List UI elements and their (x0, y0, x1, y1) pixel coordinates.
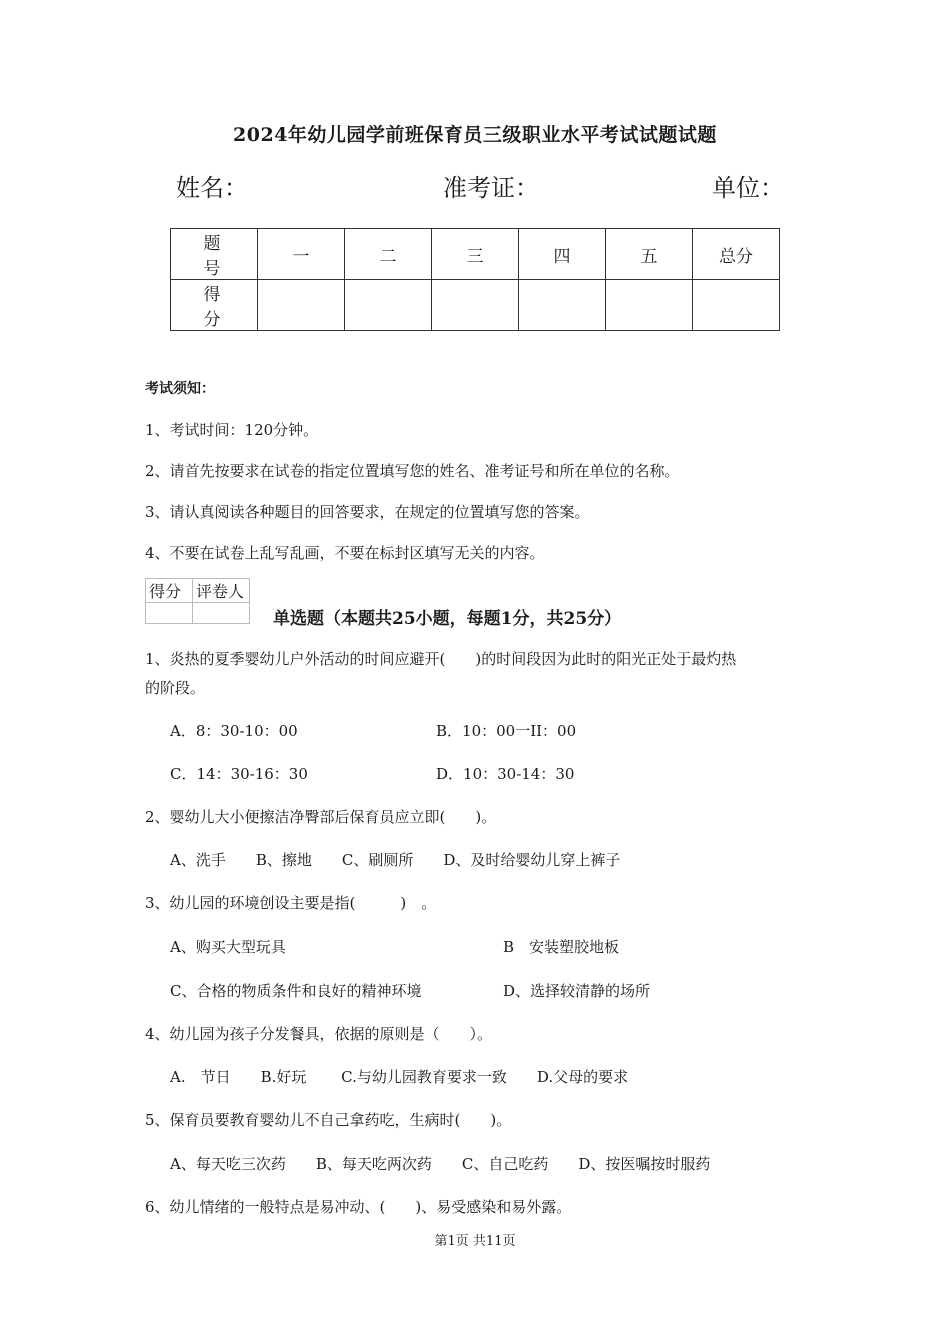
score-cell (258, 280, 345, 331)
question-5-options: A、每天吃三次药 B、每天吃两次药 C、自己吃药 D、按医嘱按时服药 (170, 1155, 711, 1173)
notice-item: 1、考试时间：120分钟。 (145, 421, 319, 439)
question-1-line-1: 1、炎热的夏季婴幼儿户外活动的时间应避开( )的时间段因为此时的阳光正处于最灼热 (145, 650, 737, 668)
question-2-options: A、洗手 B、擦地 C、刷厕所 D、及时给婴幼儿穿上裤子 (170, 851, 621, 869)
question-3-option-b: B 安装塑胶地板 (503, 938, 620, 956)
score-table-header-cell: 三 (432, 229, 519, 280)
question-1-option-b: B．10：00一II：00 (436, 722, 577, 740)
score-table-header-cell: 四 (519, 229, 606, 280)
score-table-header-cell: 一 (258, 229, 345, 280)
question-3-option-d: D、选择较清静的场所 (503, 982, 651, 1000)
question-3-option-c: C、合格的物质条件和良好的精神环境 (170, 982, 422, 1000)
score-table-score-row (171, 280, 780, 331)
score-cell (432, 280, 519, 331)
question-5: 5、保育员要教育婴幼儿不自己拿药吃，生病时( )。 (145, 1111, 512, 1129)
unit-label: 单位： (712, 174, 784, 202)
question-1-line-2: 的阶段。 (145, 679, 206, 697)
score-table-header-row (171, 229, 780, 280)
score-table-header-cell: 总分 (693, 229, 780, 280)
notice-item: 4、不要在试卷上乱写乱画，不要在标封区填写无关的内容。 (145, 544, 545, 562)
question-4: 4、幼儿园为孩子分发餐具，依据的原则是（ ）。 (145, 1025, 493, 1043)
name-label: 姓名： (176, 174, 248, 202)
score-table-header-cell: 二 (345, 229, 432, 280)
score-cell (519, 280, 606, 331)
grader-box (145, 578, 250, 624)
score-table (170, 228, 780, 331)
notice-item: 3、请认真阅读各种题目的回答要求，在规定的位置填写您的答案。 (145, 503, 590, 521)
score-cell (606, 280, 693, 331)
score-table-row-label: 得分 (171, 280, 258, 331)
question-1-option-d: D．10：30-14：30 (436, 765, 575, 783)
grader-reviewer-label: 评卷人 (193, 579, 250, 603)
grader-score-cell (146, 603, 193, 624)
section-title: 单选题（本题共25小题，每题1分，共25分） (273, 609, 622, 629)
question-3-option-a: A、购买大型玩具 (170, 938, 286, 956)
question-2: 2、婴幼儿大小便擦洁净臀部后保育员应立即( )。 (145, 808, 497, 826)
page-footer: 第1页 共11页 (434, 1234, 516, 1249)
score-table-header-cell: 题号 (171, 229, 258, 280)
question-1-option-a: A．8：30-10：00 (170, 722, 298, 740)
notice-item: 2、请首先按要求在试卷的指定位置填写您的姓名、准考证号和所在单位的名称。 (145, 462, 680, 480)
grader-score-label: 得分 (146, 579, 193, 603)
notice-title: 考试须知： (145, 381, 215, 397)
question-3: 3、幼儿园的环境创设主要是指( ) 。 (145, 894, 437, 912)
score-table-header-cell: 五 (606, 229, 693, 280)
question-4-options: A. 节日 B.好玩 C.与幼儿园教育要求一致 D.父母的要求 (170, 1068, 629, 1086)
page-title: 2024年幼儿园学前班保育员三级职业水平考试试题试题 (233, 124, 717, 146)
grader-reviewer-cell (193, 603, 250, 624)
question-6: 6、幼儿情绪的一般特点是易冲动、( )、易受感染和易外露。 (145, 1198, 572, 1216)
exam-id-label: 准考证： (443, 174, 539, 202)
score-cell (345, 280, 432, 331)
question-1-option-c: C．14：30-16：30 (170, 765, 308, 783)
score-cell (693, 280, 780, 331)
